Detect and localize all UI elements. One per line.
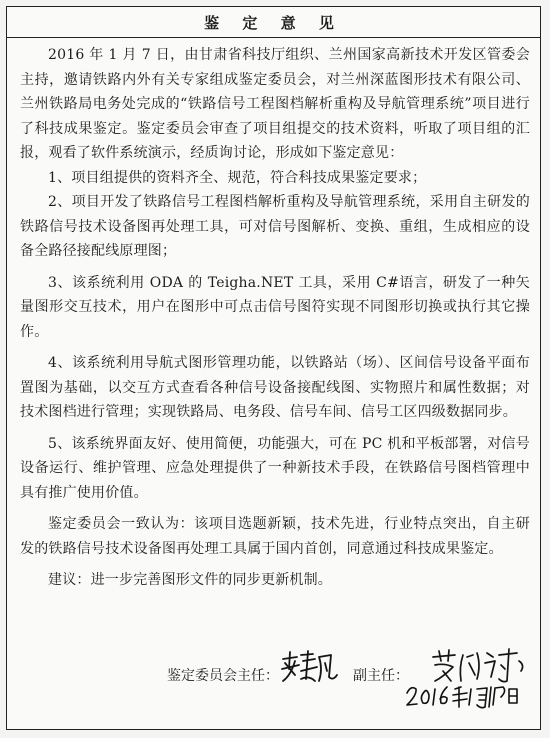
opinion-item-3: 3、该系统利用 ODA 的 Teigha.NET 工具，采用 C#语言，研发了一种矢量图形交互技术，用户在图形中可点击信号图符实现不同图形切换或执行其它操作。 — [20, 274, 530, 340]
vice-chair-label: 副主任： — [353, 668, 409, 684]
signing-date — [405, 683, 515, 719]
chair-signature — [279, 649, 339, 687]
document-body — [20, 43, 530, 593]
suggestion-paragraph: 建议：进一步完善图形文件的同步更新机制。 — [48, 572, 332, 588]
document-title: 鉴 定 意 见 — [204, 13, 343, 32]
intro-paragraph: 2016 年 1 月 7 日，由甘肃省科技厅组织、兰州国家高新技术开发区管委会主持，邀请铁路内外有关专家组成鉴定委员会，对兰州深蓝图形技术有限公司、兰州铁路局电务处完成的“铁路信号工程图档解析重构及导航管理系统”项目进行了科技成果鉴定。鉴定委员会审查了项目组提交的技术资料，听取了项目组的汇报，观看了软件系统演示，经质询讨论，形成如下鉴定意见： — [20, 47, 530, 161]
chair-label: 鉴定委员会主任： — [167, 668, 279, 684]
title-row — [7, 7, 540, 38]
appraisal-document — [6, 6, 541, 730]
opinion-item-5: 5、该系统界面友好、使用简便，功能强大，可在 PC 机和平板部署，对信号设备运行、维护管理、应急处理提供了一种新技术手段，在铁路信号图档管理中具有推广使用价值。 — [20, 435, 530, 501]
vice-chair-signature — [429, 647, 529, 687]
conclusion-paragraph: 鉴定委员会一致认为：该项目选题新颖，技术先进，行业特点突出，自主研发的铁路信号技术设备图再处理工具属于国内首创，同意通过科技成果鉴定。 — [20, 516, 530, 557]
opinion-item-4: 4、该系统利用导航式图形管理功能，以铁路站（场）、区间信号设备平面布置图为基础，以交互方式查看各种信号设备接配线图、实物照片和属性数据；对技术图档进行管理；实现铁路局、电务段、信号车间、信号工区四级数据同步。 — [20, 355, 530, 420]
opinion-item-1: 1、项目组提供的资料齐全、规范，符合科技成果鉴定要求； — [48, 169, 427, 186]
opinion-item-2: 2、项目开发了铁路信号工程图档解析重构及导航管理系统，采用自主研发的铁路信号技术设备图再处理工具，可对信号图解析、变换、重组，生成相应的设备全路径接配线原理图； — [20, 194, 530, 259]
